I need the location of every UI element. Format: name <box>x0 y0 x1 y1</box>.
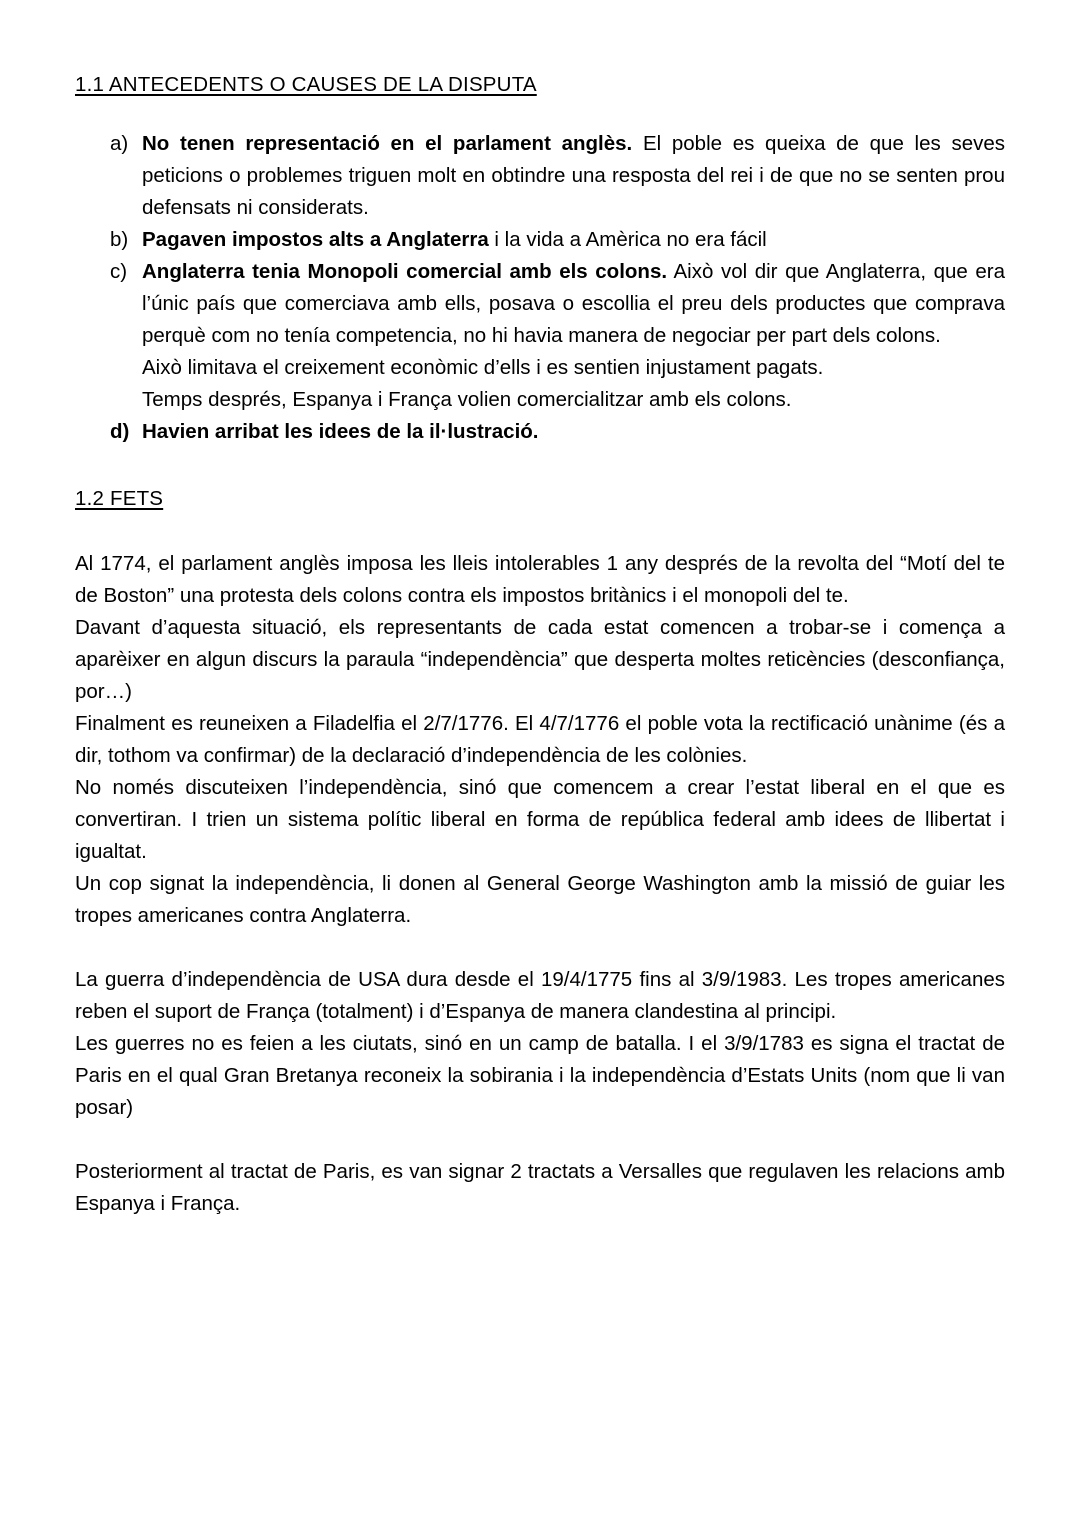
list-item-text: El poble es queixa de que les seves peticions o problemes triguen molt en obtindre una resposta del rei i de que no se senten prou defensats ni considerats. <box>142 132 1005 219</box>
list-item-bold-lead: Havien arribat les idees de la il·lustració. <box>142 420 539 443</box>
list-item <box>75 224 1005 256</box>
list-marker-d: d) <box>110 420 130 443</box>
paragraph: Les guerres no es feien a les ciutats, sinó en un camp de batalla. I el 3/9/1783 es signa el tractat de Paris en el qual Gran Bretanya reconeix la sobirania i la independència d’Estats Units (nom que li van posar) <box>75 1032 1005 1119</box>
list-item-extra-line: Temps després, Espanya i França volien comercialitzar amb els colons. <box>142 388 792 411</box>
list-item <box>75 256 1005 416</box>
list-marker-b: b) <box>110 228 129 251</box>
paragraph-spacer <box>75 932 1005 964</box>
list-item-text: Això vol dir que Anglaterra, que era l’únic país que comerciava amb ells, posava o escollia el preu dels productes que comprava perquè com no tenía competencia, no hi havia manera de negociar per part dels colons. <box>142 260 1005 347</box>
paragraph: Davant d’aquesta situació, els representants de cada estat comencen a trobar-se i comença a aparèixer en algun discurs la paraula “independència” que desperta moltes reticències (desconfiança, por…) <box>75 616 1005 703</box>
list-item <box>75 128 1005 224</box>
treaties-body <box>75 1156 1005 1220</box>
list-item-bold-lead: No tenen representació en el parlament anglès. <box>142 132 633 155</box>
paragraph: Posteriorment al tractat de Paris, es van signar 2 tractats a Versalles que regulaven les relacions amb Espanya i França. <box>75 1160 1005 1215</box>
causes-list <box>75 128 1005 448</box>
paragraph: Finalment es reuneixen a Filadelfia el 2/7/1776. El 4/7/1776 el poble vota la rectificació unànime (és a dir, tothom va confirmar) de la declaració d’independència de les colònies. <box>75 712 1005 767</box>
section-heading-1-2: 1.2 FETS <box>75 487 164 510</box>
list-marker-c: c) <box>110 260 128 283</box>
paragraph: La guerra d’independència de USA dura desde el 19/4/1775 fins al 3/9/1983. Les tropes americanes reben el suport de França (totalment) i d’Espanya de manera clandestina al principi. <box>75 968 1005 1023</box>
paragraph: No només discuteixen l’independència, sinó que comencem a crear l’estat liberal en el que es convertiran. I trien un sistema polític liberal en forma de república federal amb idees de llibertat i igualtat. <box>75 776 1005 863</box>
document-content <box>75 70 1005 1220</box>
list-marker-a: a) <box>110 132 129 155</box>
paragraph: Un cop signat la independència, li donen al General George Washington amb la missió de guiar les tropes americanes contra Anglaterra. <box>75 872 1005 927</box>
facts-body <box>75 548 1005 932</box>
list-item <box>75 416 1005 448</box>
section-heading-1-1: 1.1 ANTECEDENTS O CAUSES DE LA DISPUTA <box>75 73 537 96</box>
list-item-bold-lead: Anglaterra tenia Monopoli comercial amb els colons. <box>142 260 668 283</box>
list-item-extra-line: Això limitava el creixement econòmic d’ells i es sentien injustament pagats. <box>142 356 824 379</box>
paragraph-spacer <box>75 1124 1005 1156</box>
war-body <box>75 964 1005 1124</box>
paragraph: Al 1774, el parlament anglès imposa les lleis intolerables 1 any després de la revolta del “Motí del te de Boston” una protesta dels colons contra els impostos britànics i el monopoli del te. <box>75 552 1005 607</box>
list-item-bold-lead: Pagaven impostos alts a Anglaterra <box>142 228 489 251</box>
list-item-text: i la vida a Amèrica no era fácil <box>488 228 767 251</box>
section-heading-1-2-wrapper <box>75 484 1005 514</box>
